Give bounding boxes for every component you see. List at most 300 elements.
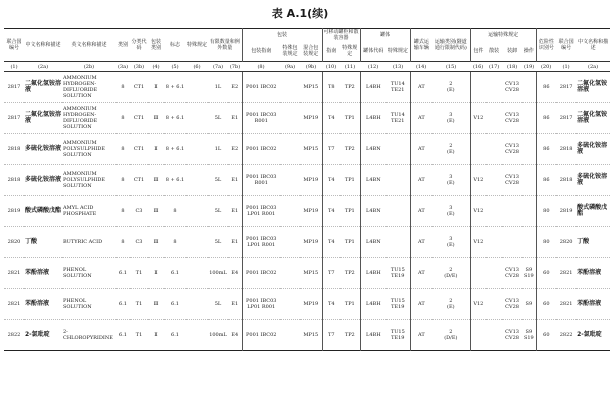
t-pkg-cell: V12 — [473, 115, 484, 121]
port-instr-cell: T7 — [328, 332, 335, 338]
vehicle-cell: AT — [417, 177, 425, 183]
excepted-qty-cell: E2 — [228, 134, 242, 165]
tank-special-cell — [386, 227, 410, 258]
special-cell — [186, 320, 208, 351]
pkg-instr-cell: P001 IBC03 LP01 R001 — [246, 298, 277, 310]
column-number: (9a) — [280, 62, 300, 72]
col-port-instr: 指南 — [326, 48, 337, 54]
t-pkg-cell — [470, 320, 486, 351]
class-cell: 8 — [121, 239, 125, 245]
vehicle-cell: AT — [417, 239, 425, 245]
column-number: (5) — [164, 62, 186, 72]
tank-code-cell: L4BH — [366, 270, 381, 276]
pkg-group-cell: Ⅱ — [154, 332, 158, 338]
class-cell: 8 — [121, 177, 125, 183]
t-pkg-cell: V12 — [473, 177, 484, 183]
tunnel-code: (E) — [447, 180, 455, 186]
pkg-group-cell: Ⅲ — [153, 208, 159, 214]
pkg-special-cell — [280, 258, 300, 289]
cn-name-cell: 2-氯吡啶 — [25, 331, 50, 338]
transport-cat-cell — [432, 134, 470, 165]
vehicle-cell: AT — [417, 84, 425, 90]
pkg-group-cell: Ⅲ — [153, 239, 159, 245]
column-number: (1) — [556, 62, 576, 72]
class-code-cell: T1 — [135, 301, 143, 307]
excepted-qty-cell: E1 — [228, 227, 242, 258]
en-name-cell: AMMONIUM HYDROGEN-DIFLUORIDE SOLUTION — [63, 106, 98, 130]
mixed-cell: MP19 — [300, 103, 322, 134]
en-name-cell: AMYL ACID PHOSPHATE — [63, 205, 97, 217]
port-instr-cell: T7 — [328, 146, 335, 152]
col-en-name: 英文名称和描述 — [71, 42, 107, 48]
tank-code-cell: L4BN — [366, 239, 381, 245]
limited-qty-cell: 100mL — [209, 332, 227, 338]
col-hazard-no: 危险性识别号 — [538, 39, 554, 51]
class-code-cell: C3 — [135, 208, 143, 214]
tank-special-cell: TU15 TE19 — [386, 258, 410, 289]
mixed-cell: MP19 — [300, 165, 322, 196]
tank-special-cell — [386, 134, 410, 165]
transport-category: 2 — [449, 143, 453, 149]
tunnel-code: (E) — [447, 118, 455, 124]
pkg-instr-cell: P001 IBC02 — [246, 146, 277, 152]
cn-name-cell: 二氟化氢铵溶液 — [25, 111, 62, 124]
column-number: (14) — [410, 62, 432, 72]
column-number: (8) — [242, 62, 280, 72]
excepted-qty-cell: E2 — [228, 72, 242, 103]
t-op-cell: S9 S19 — [522, 258, 536, 289]
t-bulk-cell — [486, 258, 502, 289]
t-bulk-cell — [486, 289, 502, 320]
class-cell: 8 — [121, 84, 125, 90]
transport-cat-cell — [432, 227, 470, 258]
port-instr-cell: T4 — [328, 177, 335, 183]
class-cell: 6.1 — [119, 270, 127, 276]
col-pkg-special: 特殊包装规定 — [282, 45, 298, 57]
cn-name-2-cell: 二氟化氢铵溶液 — [577, 80, 608, 93]
cn-name-2-cell: 多硫化铵溶液 — [577, 173, 608, 186]
tank-special-cell: TU15 TE19 — [386, 289, 410, 320]
special-cell — [186, 134, 208, 165]
class-cell: 6.1 — [119, 332, 127, 338]
tank-special-cell: TU14 TE21 — [386, 103, 410, 134]
un-no-2-cell: 2821 — [559, 270, 573, 276]
column-number: (18) — [502, 62, 522, 72]
t-load-cell: CV13 CV28 — [505, 267, 519, 279]
transport-cat-cell — [432, 320, 470, 351]
transport-cat-cell — [432, 258, 470, 289]
col-mixed: 混合包装规定 — [300, 41, 322, 62]
t-bulk-cell — [486, 103, 502, 134]
tunnel-code: (E) — [447, 211, 455, 217]
table-row — [4, 227, 610, 258]
col-transport-special: 运输特殊规定 — [470, 29, 536, 42]
special-cell — [186, 103, 208, 134]
tunnel-code: (D/E) — [444, 273, 458, 279]
vehicle-cell: AT — [417, 270, 425, 276]
col-tank-special: 特殊规定 — [386, 41, 410, 62]
un-no-2-cell: 2817 — [559, 84, 573, 90]
t-load-cell — [502, 196, 522, 227]
limited-qty-cell: 100mL — [209, 270, 227, 276]
pkg-group-cell: Ⅱ — [154, 146, 158, 152]
t-pkg-cell — [470, 258, 486, 289]
mixed-cell: MP15 — [300, 72, 322, 103]
table-row — [4, 289, 610, 320]
port-special-cell: TP2 — [340, 134, 360, 165]
column-number: (6) — [186, 62, 208, 72]
port-instr-cell: T8 — [328, 84, 335, 90]
column-number: (11) — [340, 62, 360, 72]
tunnel-code: (E) — [447, 242, 455, 248]
pkg-special-cell — [280, 227, 300, 258]
transport-category: 2 — [449, 267, 453, 273]
pkg-instr-cell: P001 IBC03 LP01 R001 — [246, 236, 277, 248]
mixed-cell: MP15 — [300, 258, 322, 289]
transport-category: 2 — [449, 81, 453, 87]
un-no-2-cell: 2822 — [559, 332, 573, 338]
column-number: (1) — [4, 62, 24, 72]
transport-category: 3 — [449, 205, 453, 211]
cn-name-cell: 二氟化氢铵溶液 — [25, 80, 62, 93]
pkg-instr-cell: P001 IBC03 R001 — [246, 174, 277, 186]
port-special-cell: TP1 — [340, 165, 360, 196]
class-code-cell: T1 — [135, 270, 143, 276]
hazard-no-cell: 60 — [543, 332, 550, 338]
column-number: (3a) — [117, 63, 129, 70]
tank-special-cell: TU15 TE19 — [386, 320, 410, 351]
col-tank: 罐体 — [360, 29, 410, 42]
un-no-2-cell: 2819 — [559, 208, 573, 214]
en-name-cell: PHENOL SOLUTION — [63, 298, 92, 310]
dangerous-goods-table — [4, 28, 610, 351]
class-cell: 8 — [121, 208, 125, 214]
tank-code-cell: L4BN — [366, 146, 381, 152]
t-load-cell — [502, 227, 522, 258]
tank-code-cell: L4BH — [366, 115, 381, 121]
class-code-cell: T1 — [135, 332, 143, 338]
table-row — [4, 103, 610, 134]
labels-cell: 6.1 — [171, 270, 179, 276]
transport-category: 3 — [449, 236, 453, 242]
limited-qty-cell: 5L — [214, 177, 222, 183]
limited-qty-cell: 5L — [214, 301, 222, 307]
labels-cell: 8 — [173, 208, 177, 214]
cn-name-2-cell: 多硫化铵溶液 — [577, 142, 608, 155]
mixed-cell: MP15 — [300, 320, 322, 351]
cn-name-cell: 苯酚溶液 — [25, 269, 50, 276]
column-number: (3b) — [130, 62, 148, 72]
cn-name-2-cell: 2-氯吡啶 — [577, 331, 602, 338]
column-number: (20) — [536, 62, 556, 72]
pkg-group-cell: Ⅱ — [154, 84, 158, 90]
mixed-cell: MP19 — [300, 289, 322, 320]
column-number: (2b) — [62, 62, 116, 72]
port-instr-cell: T4 — [328, 301, 335, 307]
special-cell — [186, 72, 208, 103]
mixed-cell: MP19 — [300, 227, 322, 258]
transport-category: 3 — [449, 112, 453, 118]
transport-category: 3 — [449, 174, 453, 180]
pkg-special-cell — [280, 103, 300, 134]
labels-cell: 6.1 — [171, 301, 179, 307]
pkg-instr-cell: P001 IBC03 R001 — [246, 112, 277, 124]
transport-category: 2 — [449, 329, 453, 335]
pkg-special-cell — [280, 72, 300, 103]
t-bulk-cell — [486, 196, 502, 227]
transport-category: 2 — [449, 298, 453, 304]
column-number: (10) — [322, 62, 340, 72]
table-row — [4, 320, 610, 351]
port-special-cell: TP1 — [340, 227, 360, 258]
cn-name-2-cell: 丁酸 — [577, 238, 590, 245]
t-bulk-cell — [486, 72, 502, 103]
col-special: 特殊规定 — [187, 42, 208, 48]
un-no-cell: 2818 — [7, 177, 21, 183]
port-special-cell: TP1 — [340, 289, 360, 320]
port-instr-cell: T4 — [328, 208, 335, 214]
col-cn-name: 中文名称和描述 — [25, 42, 61, 48]
cn-name-2-cell: 二氟化氢铵溶液 — [577, 111, 608, 124]
table-row — [4, 258, 610, 289]
col-un-no-2: 联合国编号 — [558, 39, 574, 51]
limited-qty-cell: 1L — [214, 146, 222, 152]
col-cn-name-2: 中文名称和描述 — [578, 39, 609, 51]
limited-qty-cell: 5L — [214, 115, 222, 121]
excepted-qty-cell: E1 — [228, 103, 242, 134]
table-title: 表 A.1(续) — [271, 7, 329, 20]
labels-cell: 8 + 6.1 — [165, 84, 185, 90]
col-un-no: 联合国编号 — [6, 39, 22, 51]
t-pkg-cell — [470, 72, 486, 103]
pkg-group-cell: Ⅱ — [154, 270, 158, 276]
column-number: (17) — [486, 62, 502, 72]
hazard-no-cell: 80 — [543, 239, 550, 245]
hazard-no-cell: 60 — [543, 301, 550, 307]
tunnel-code: (E) — [447, 149, 455, 155]
labels-cell: 8 — [173, 239, 177, 245]
pkg-special-cell — [280, 320, 300, 351]
en-name-cell: AMMONIUM HYDROGEN-DIFLUORIDE SOLUTION — [63, 75, 98, 99]
vehicle-cell: AT — [417, 332, 425, 338]
table-row — [4, 165, 610, 196]
col-t-pkg: 包件 — [473, 48, 484, 54]
mixed-cell: MP19 — [300, 196, 322, 227]
t-op-cell — [522, 227, 536, 258]
hazard-no-cell: 86 — [543, 146, 550, 152]
hazard-no-cell: 60 — [543, 270, 550, 276]
un-no-2-cell: 2817 — [559, 115, 573, 121]
pkg-instr-cell: P001 IBC02 — [246, 84, 277, 90]
class-code-cell: CT1 — [133, 146, 145, 152]
table-row — [4, 134, 610, 165]
pkg-group-cell: Ⅲ — [153, 301, 159, 307]
t-op-cell: S9 S19 — [522, 320, 536, 351]
t-op-cell — [522, 134, 536, 165]
un-no-cell: 2817 — [7, 84, 21, 90]
tunnel-code: (E) — [447, 304, 455, 310]
tunnel-code: (E) — [447, 87, 455, 93]
t-op-cell — [522, 72, 536, 103]
un-no-2-cell: 2820 — [559, 239, 573, 245]
class-cell: 8 — [121, 115, 125, 121]
labels-cell: 6.1 — [171, 332, 179, 338]
column-number: (9b) — [300, 62, 322, 72]
hazard-no-cell: 86 — [543, 177, 550, 183]
port-special-cell: TP1 — [340, 103, 360, 134]
vehicle-cell: AT — [417, 208, 425, 214]
cn-name-cell: 多硫化铵溶液 — [25, 145, 62, 152]
column-number: (19) — [523, 63, 535, 70]
un-no-cell: 2821 — [7, 301, 21, 307]
pkg-special-cell — [280, 134, 300, 165]
en-name-cell: AMMONIUM POLYSULPHIDE SOLUTION — [63, 171, 106, 189]
port-special-cell: TP2 — [340, 258, 360, 289]
en-name-cell: BUTYRIC ACID — [63, 239, 103, 245]
column-number: (7a) — [208, 62, 228, 72]
port-instr-cell: T4 — [328, 239, 335, 245]
col-limited: 有限数量和例外数量 — [208, 29, 242, 62]
cn-name-cell: 丁酸 — [25, 238, 38, 245]
col-pkg-group: 包装类别 — [150, 39, 161, 51]
class-code-cell: CT1 — [133, 115, 145, 121]
col-t-load: 装卸 — [507, 48, 518, 54]
col-labels: 标志 — [169, 42, 180, 48]
port-special-cell: TP2 — [340, 320, 360, 351]
hazard-no-cell: 86 — [543, 84, 550, 90]
t-op-cell — [522, 103, 536, 134]
labels-cell: 8 + 6.1 — [165, 115, 185, 121]
vehicle-cell: AT — [417, 301, 425, 307]
excepted-qty-cell: E1 — [228, 165, 242, 196]
excepted-qty-cell: E1 — [228, 196, 242, 227]
tank-special-cell — [386, 165, 410, 196]
pkg-special-cell — [280, 196, 300, 227]
un-no-cell: 2821 — [7, 270, 21, 276]
pkg-special-cell — [280, 165, 300, 196]
t-load-cell: CV13 CV28 — [505, 143, 519, 155]
excepted-qty-cell: E4 — [228, 320, 242, 351]
special-cell — [186, 165, 208, 196]
tank-special-cell — [386, 196, 410, 227]
column-number: (4) — [148, 62, 164, 72]
tank-code-cell: L4BH — [366, 84, 381, 90]
t-bulk-cell — [486, 134, 502, 165]
table-row — [4, 72, 610, 103]
cn-name-cell: 苯酚溶液 — [25, 300, 50, 307]
vehicle-cell: AT — [417, 146, 425, 152]
column-number: (12) — [360, 62, 386, 72]
col-port-special: 特殊规定 — [340, 41, 360, 62]
t-bulk-cell — [486, 165, 502, 196]
un-no-cell: 2819 — [7, 208, 21, 214]
table-row — [4, 196, 610, 227]
column-number: (15) — [432, 62, 470, 72]
hazard-no-cell: 86 — [543, 115, 550, 121]
tank-code-cell: L4BH — [366, 332, 381, 338]
excepted-qty-cell: E4 — [228, 258, 242, 289]
en-name-cell: AMMONIUM POLYSULPHIDE SOLUTION — [63, 140, 106, 158]
t-op-cell: S9 — [522, 289, 536, 320]
cn-name-cell: 酸式磷酸戊酯 — [25, 207, 62, 214]
t-load-cell: CV13 CV28 — [505, 298, 519, 310]
col-class: 类别 — [117, 42, 128, 48]
transport-cat-cell — [432, 289, 470, 320]
col-transport-cat: 运输类别(隧道通行限制代码) — [432, 29, 470, 62]
pkg-group-cell: Ⅲ — [153, 115, 159, 121]
cn-name-2-cell: 苯酚溶液 — [577, 269, 602, 276]
col-packaging: 包装 — [242, 29, 322, 42]
col-tank-code: 罐体代码 — [363, 48, 384, 54]
t-bulk-cell — [486, 227, 502, 258]
special-cell — [186, 289, 208, 320]
t-op-cell — [522, 165, 536, 196]
column-number: (16) — [470, 62, 486, 72]
t-load-cell: CV13 CV28 — [505, 81, 519, 93]
mixed-cell: MP15 — [300, 134, 322, 165]
en-name-cell: PHENOL SOLUTION — [63, 267, 92, 279]
col-vehicle: 罐式运输车辆 — [413, 39, 429, 51]
limited-qty-cell: 5L — [214, 208, 222, 214]
un-no-2-cell: 2818 — [559, 146, 573, 152]
pkg-instr-cell: P001 IBC02 — [246, 332, 277, 338]
labels-cell: 8 + 6.1 — [165, 146, 185, 152]
transport-cat-cell — [432, 103, 470, 134]
un-no-cell: 2818 — [7, 146, 21, 152]
t-pkg-cell: V12 — [473, 239, 484, 245]
un-no-cell: 2820 — [7, 239, 21, 245]
hazard-no-cell: 80 — [543, 208, 550, 214]
un-no-cell: 2822 — [7, 332, 21, 338]
en-name-cell: 2-CHLOROPYRIDINE — [63, 329, 113, 341]
cn-name-cell: 多硫化铵溶液 — [25, 176, 62, 183]
port-special-cell: TP2 — [340, 72, 360, 103]
col-pkg-instr: 包装指南 — [251, 48, 272, 54]
class-code-cell: C3 — [135, 239, 143, 245]
t-bulk-cell — [486, 320, 502, 351]
class-cell: 6.1 — [119, 301, 127, 307]
un-no-2-cell: 2818 — [559, 177, 573, 183]
t-op-cell — [522, 196, 536, 227]
un-no-cell: 2817 — [7, 115, 21, 121]
vehicle-cell: AT — [417, 115, 425, 121]
limited-qty-cell: 5L — [214, 239, 222, 245]
pkg-instr-cell: P001 IBC02 — [246, 270, 277, 276]
column-number: (2a) — [24, 62, 62, 72]
column-number: (2a) — [576, 62, 610, 72]
limited-qty-cell: 1L — [214, 84, 222, 90]
transport-cat-cell — [432, 72, 470, 103]
col-class-code: 分类代码 — [131, 39, 147, 51]
transport-cat-cell — [432, 165, 470, 196]
pkg-special-cell — [280, 289, 300, 320]
t-load-cell: CV13 CV28 — [505, 329, 519, 341]
col-t-bulk: 散装 — [489, 48, 500, 54]
column-number: (7b) — [229, 63, 241, 70]
t-pkg-cell: V12 — [473, 301, 484, 307]
port-instr-cell: T7 — [328, 270, 335, 276]
un-no-2-cell: 2821 — [559, 301, 573, 307]
tunnel-code: (D/E) — [444, 335, 458, 341]
class-cell: 8 — [121, 146, 125, 152]
port-instr-cell: T4 — [328, 115, 335, 121]
t-pkg-cell — [470, 134, 486, 165]
tank-code-cell: L4BH — [366, 301, 381, 307]
pkg-instr-cell: P001 IBC03 LP01 R001 — [246, 205, 277, 217]
transport-cat-cell — [432, 196, 470, 227]
special-cell — [186, 196, 208, 227]
special-cell — [186, 258, 208, 289]
